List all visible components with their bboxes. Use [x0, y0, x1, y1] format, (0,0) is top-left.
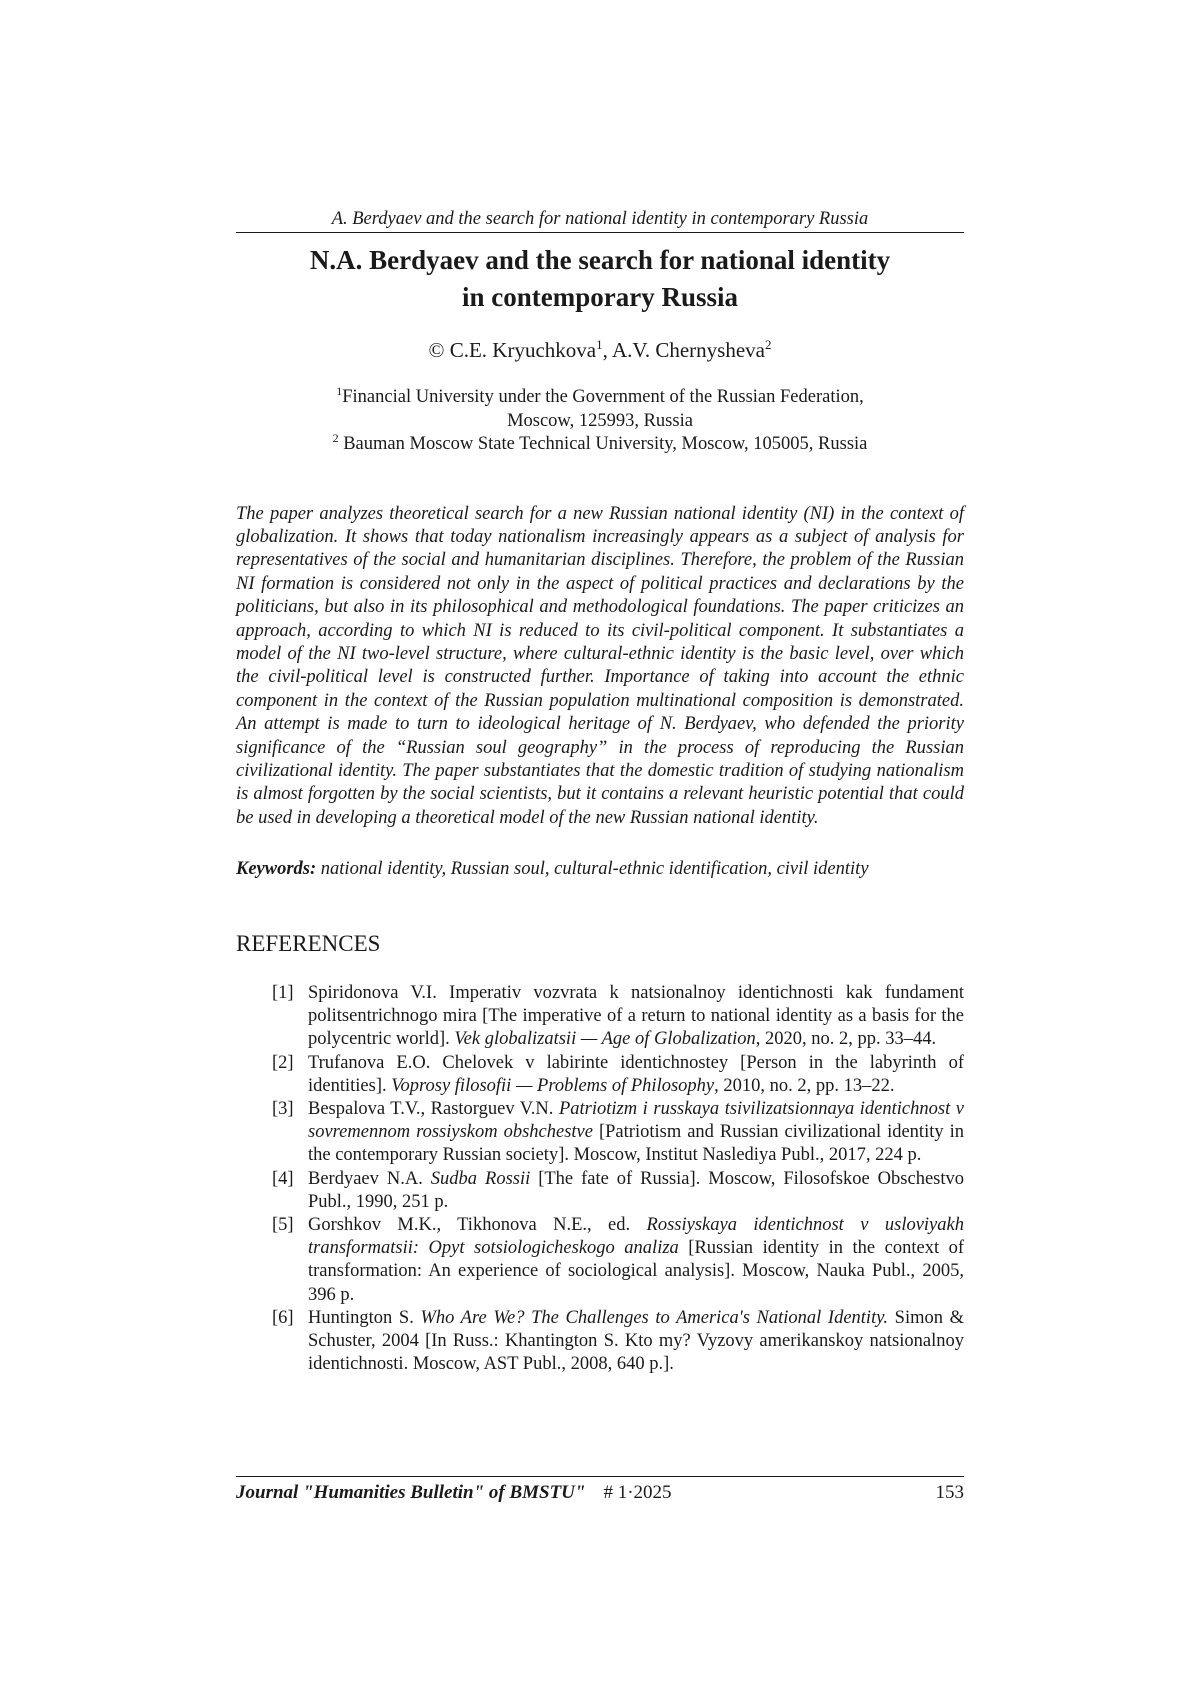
affiliation-1-mark: 1 — [336, 384, 343, 398]
reference-italic: Sudba Rossii — [430, 1168, 531, 1189]
reference-number: [4] — [272, 1168, 294, 1189]
affiliation-1 — [236, 386, 964, 410]
article-title — [236, 242, 964, 316]
reference-italic: Voprosy filosofii — Problems of Philosophy — [391, 1075, 715, 1096]
reference-item — [272, 1168, 964, 1214]
author-1-affil-mark: 1 — [596, 337, 603, 352]
reference-item — [272, 1098, 964, 1168]
running-title: A. Berdyaev and the search for national identity in contemporary Russia — [331, 209, 869, 229]
reference-italic: Vek globalizatsii — Age of Globalization — [454, 1029, 756, 1050]
reference-text-end: , 2010, no. 2, pp. 13–22. — [714, 1075, 895, 1096]
reference-text: Bespalova T.V., Rastorguev V.N. — [308, 1099, 559, 1120]
keywords-list: national identity, Russian soul, cultural-ethnic identification, civil identity — [316, 859, 869, 879]
reference-text: Berdyaev N.A. — [308, 1168, 431, 1189]
references-list — [272, 982, 964, 1376]
reference-number: [5] — [272, 1215, 294, 1236]
author-2-affil-mark: 2 — [764, 337, 772, 352]
title-line-1: N.A. Berdyaev and the search for national identity — [309, 245, 891, 275]
affiliations — [236, 386, 964, 457]
reference-number: [6] — [272, 1307, 294, 1328]
affiliation-1-city: Moscow, 125993, Russia — [507, 410, 693, 431]
affiliation-2-mark: 2 — [332, 431, 339, 445]
reference-text-end: , 2020, no. 2, pp. 33–44. — [755, 1029, 937, 1050]
footer-rule — [236, 1476, 964, 1477]
keywords-label: Keywords: — [236, 859, 317, 879]
reference-number: [3] — [272, 1099, 294, 1120]
reference-italic: Patriotizm i russkaya tsivilizatsionnaya identichnost v sovremennom rossiyskom obshchestve — [308, 1099, 964, 1143]
affiliation-2 — [236, 433, 964, 457]
reference-item — [272, 1214, 964, 1307]
header-rule — [236, 232, 964, 233]
issue-number: # 1·2025 — [603, 1482, 672, 1503]
affiliation-1-line-1: Financial University under the Government of the Russian Federation, — [342, 387, 864, 407]
reference-number: [2] — [272, 1052, 294, 1073]
reference-text: Spiridonova V.I. Imperativ vozvrata k natsionalnoy identichnosti kak fundament politsentrichnogo mira [The imperative of a return to national identity as a basis for the polycentric world]. — [308, 983, 964, 1050]
page-footer — [236, 1480, 964, 1506]
page-number: 153 — [935, 1482, 964, 1503]
reference-text-end: Simon & Schuster, 2004 [In Russ.: Khantington S. Kto my? Vyzovy amerikanskoy natsionalnoy identichnosti. Moscow, AST Publ., 2008, 640 p.]. — [308, 1307, 965, 1375]
reference-text-end: [The fate of Russia]. Moscow, Filosofskoe Obschestvo Publ., 1990, 251 p. — [308, 1168, 964, 1212]
keywords — [236, 857, 964, 881]
reference-italic: Rossiyskaya identichnost v usloviyakh transformatsii: Opyt sotsiologicheskogo analiza — [308, 1215, 964, 1259]
reference-item — [272, 1052, 964, 1098]
reference-text-end: [Russian identity in the context of transformation: An experience of sociological analysis]. Moscow, Nauka Publ., 2005, 396 p. — [308, 1238, 965, 1305]
author-2: , A.V. Chernysheva — [602, 338, 765, 362]
journal-name: Journal "Humanities Bulletin" of BMSTU" — [236, 1482, 586, 1503]
references-heading: REFERENCES — [236, 931, 381, 956]
reference-text: Huntington S. — [308, 1307, 421, 1328]
reference-number: [1] — [272, 983, 294, 1003]
reference-text: Trufanova E.O. Chelovek v labirinte identichnostey [Person in the labyrinth of identities]. — [308, 1052, 964, 1096]
reference-text: Gorshkov M.K., Tikhonova N.E., ed. — [308, 1215, 647, 1236]
abstract: The paper analyzes theoretical search for a new Russian national identity (NI) in the context of globalization. It shows that today nationalism increasingly appears as a subject of analysis for representatives of the social and humanitarian disciplines. Therefore, the problem of the Russian NI formation is considered not only in the aspect of political practices and declarations by the politicians, but also in its philosophical and methodological foundations. The paper criticizes an approach, according to which NI is reduced to its civil-political component. It substantiates a model of the NI two-level structure, where cultural-ethnic identity is the basic level, over which the civil-political level is constructed further. Importance of taking into account the ethnic component in the context of the Russian population multinational composition is demonstrated. An attempt is made to turn to ideological heritage of N. Berdyaev, who defended the priority significance of the “Russian soul geography” in the process of reproducing the Russian civilizational identity. The paper substantiates that the domestic tradition of studying nationalism is almost forgotten by the social scientists, but it contains a relevant heuristic potential that could be used in developing a theoretical model of the new Russian national identity. — [236, 503, 964, 828]
reference-text-end: [Patriotism and Russian civilizational identity in the contemporary Russian society]. Moscow, Institut Naslediya Publ., 2017, 224 p. — [308, 1122, 964, 1166]
title-line-2: in contemporary Russia — [462, 282, 738, 312]
authors-line — [236, 336, 964, 364]
reference-item — [272, 1307, 964, 1377]
author-1: © C.E. Kryuchkova — [428, 338, 597, 362]
reference-item — [272, 982, 964, 1052]
affiliation-2-line-1: Bauman Moscow State Technical University, Moscow, 105005, Russia — [343, 434, 868, 454]
reference-italic: Who Are We? The Challenges to America's National Identity. — [420, 1307, 889, 1328]
